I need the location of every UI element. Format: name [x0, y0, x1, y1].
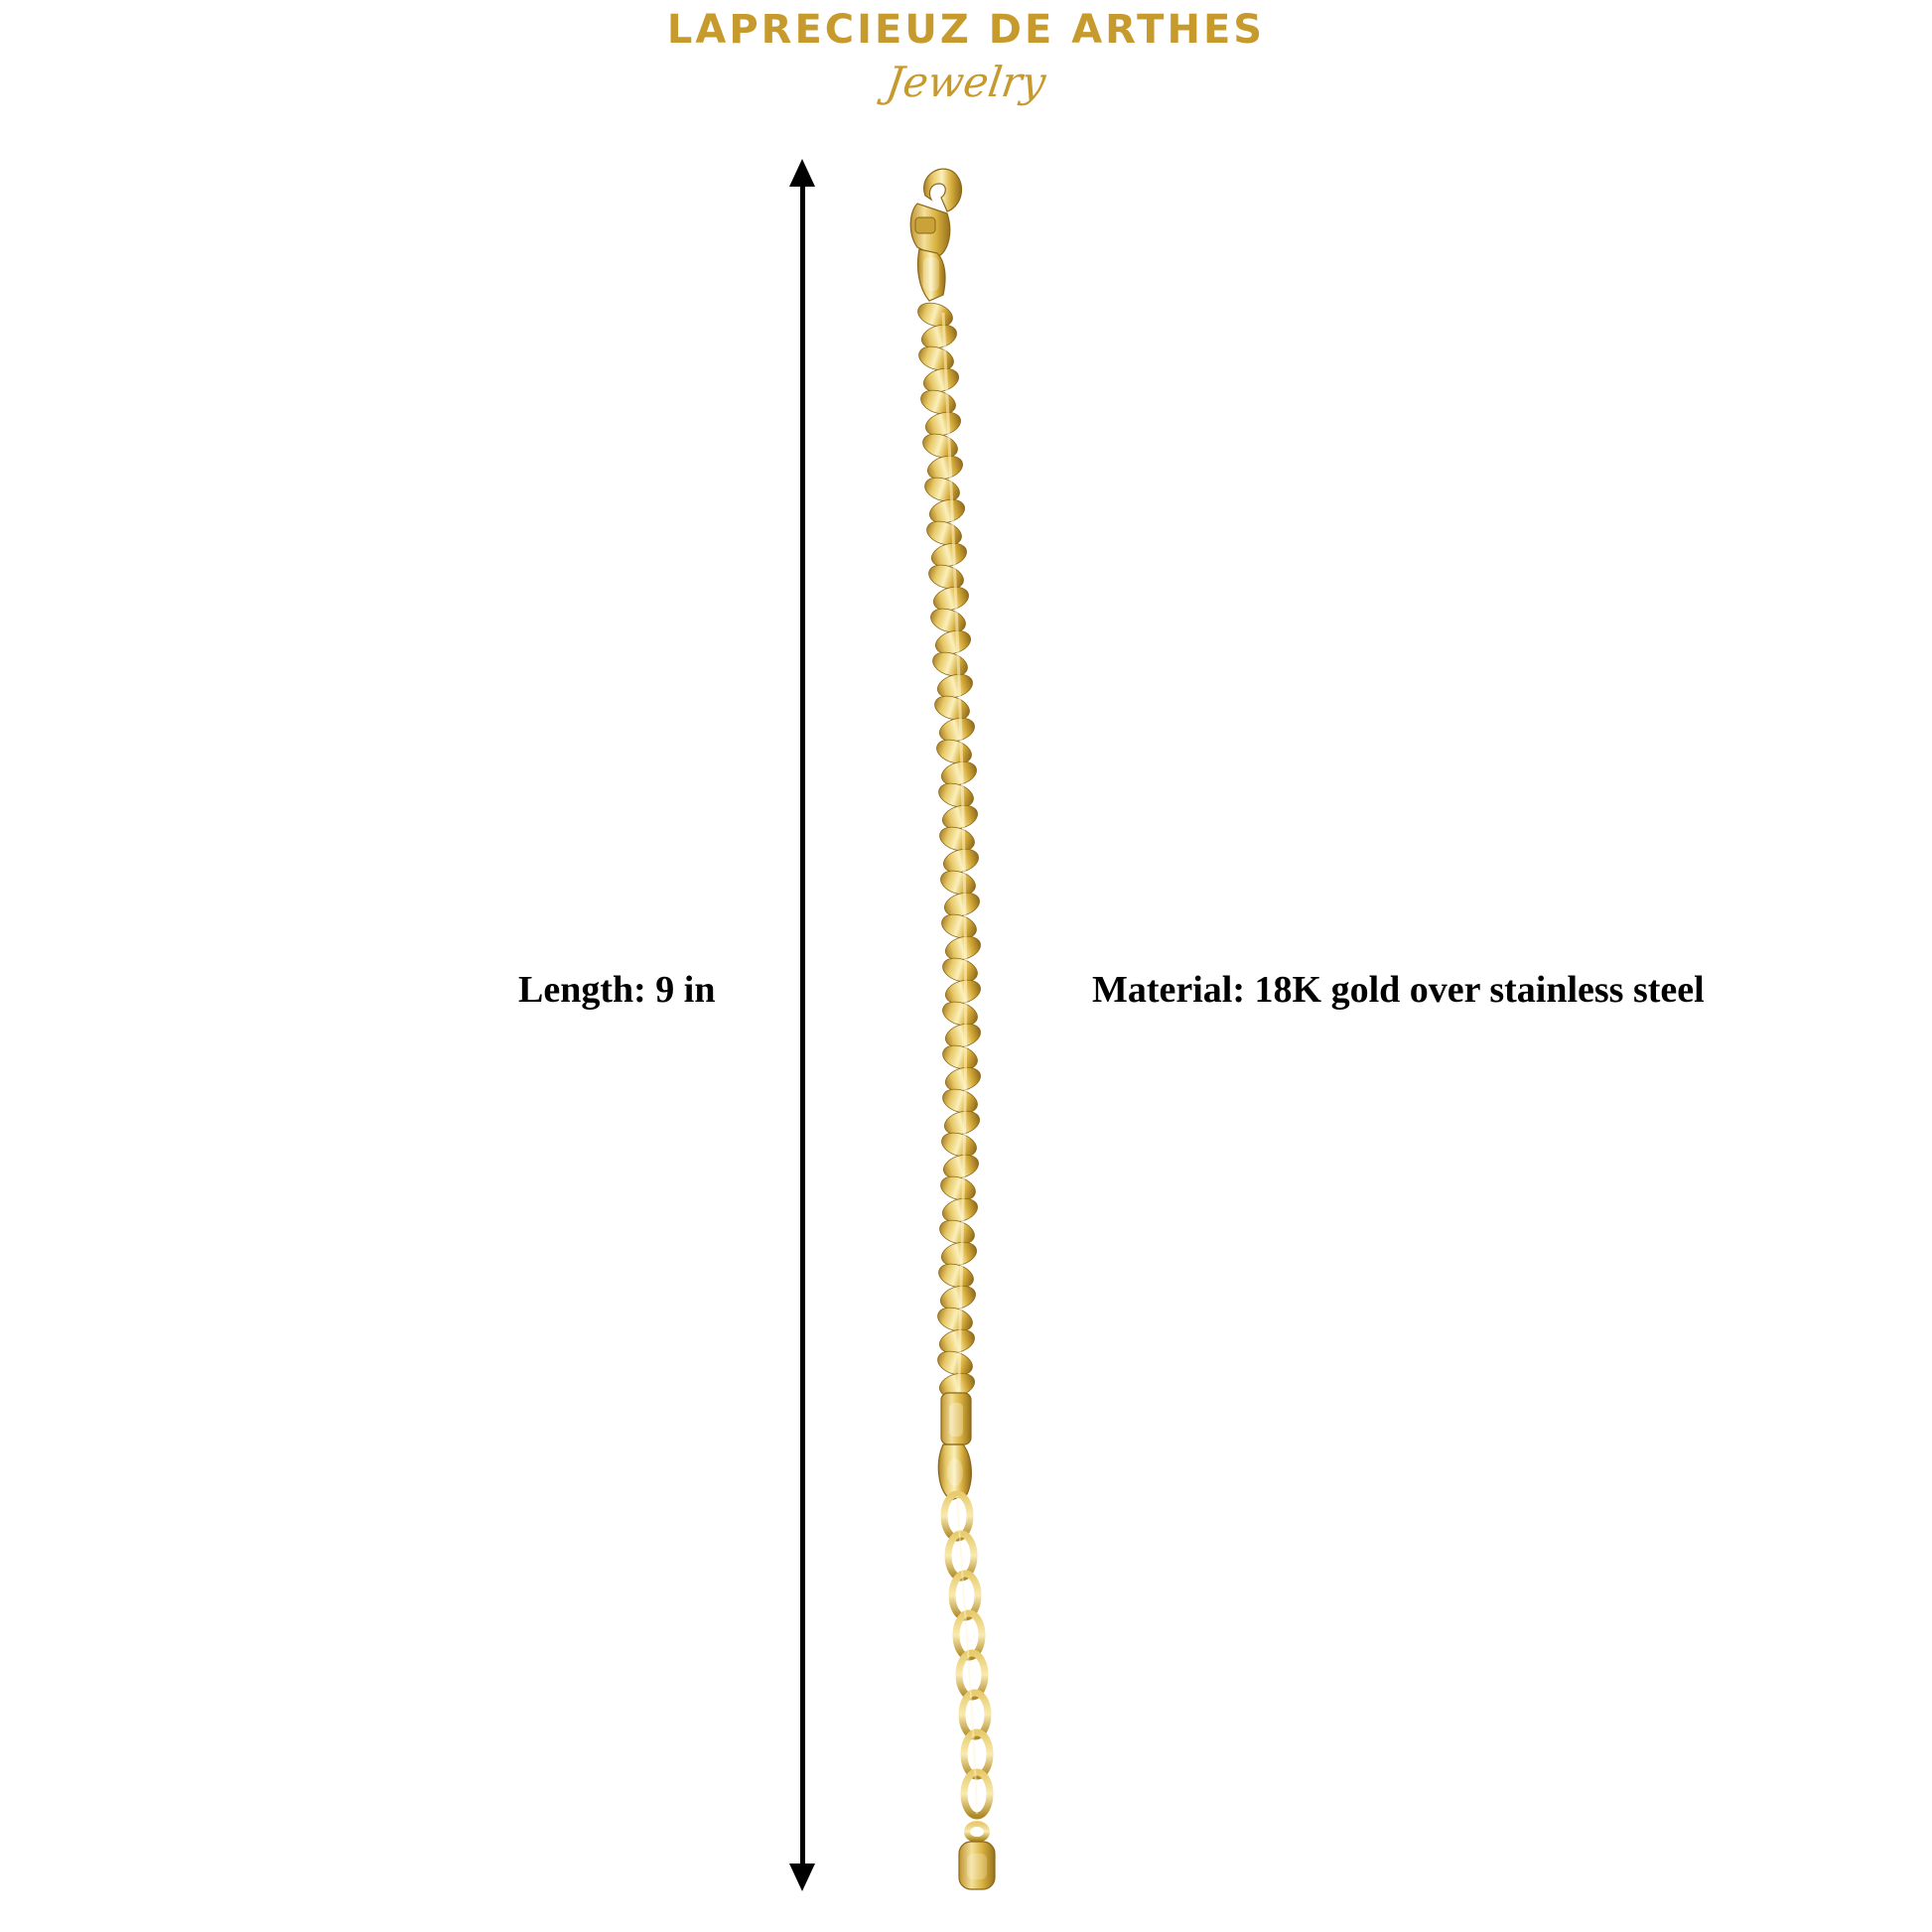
length-label: Length: 9 in — [518, 969, 716, 1011]
brand-header — [0, 0, 1932, 106]
measure-shaft — [800, 175, 805, 1875]
product-image-bracelet — [874, 154, 1102, 1901]
lobster-clasp — [910, 169, 961, 301]
brand-name: LAPRECIEUZ DE ARTHES — [666, 7, 1266, 53]
chain-end-tag — [938, 1393, 971, 1500]
brand-tagline: Jewelry — [883, 58, 1049, 106]
rope-chain — [914, 299, 983, 1401]
length-measure-arrow — [789, 159, 815, 1891]
bracelet-illustration — [874, 154, 1102, 1901]
arrow-down-icon — [789, 1863, 815, 1891]
extender-chain — [944, 1494, 990, 1816]
brand-drop-tag — [959, 1824, 995, 1889]
material-label: Material: 18K gold over stainless steel — [1092, 969, 1705, 1011]
